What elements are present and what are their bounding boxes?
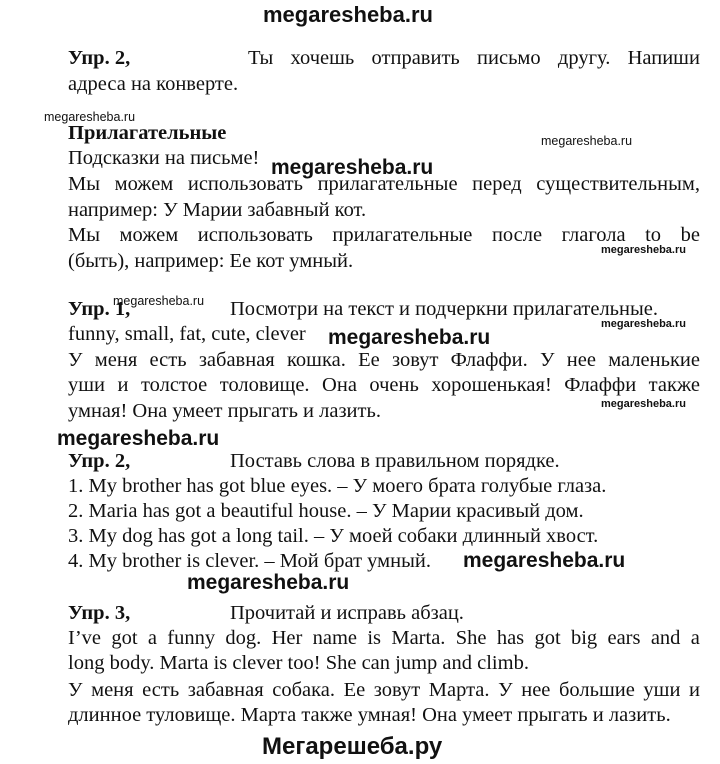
watermark: megaresheba.ru [601, 318, 686, 330]
text-line: funny, small, fat, cute, clever [68, 323, 306, 345]
task-line: Ты хочешь отправить письмо другу. Напиши [248, 47, 700, 69]
text-line: адреса на конверте. [68, 73, 239, 95]
watermark: megaresheba.ru [463, 549, 626, 572]
watermark: megaresheba.ru [541, 134, 633, 148]
text-line: Подсказки на письме! [68, 147, 260, 169]
exercise-label: Упр. 2, [68, 47, 131, 69]
text-line: например: У Марии забавный кот. [68, 199, 367, 221]
text-line: умная! Она умеет прыгать и лазить. [68, 400, 381, 422]
text-line: Мы можем использовать прилагательные после глагола to be [68, 224, 700, 246]
exercise-label: Упр. 2, [68, 450, 131, 472]
watermark: megaresheba.ru [601, 398, 686, 410]
text-line: I’ve got a funny dog. Her name is Marta. She has got big ears and a [68, 627, 700, 649]
exercise-task: Прочитай и исправь абзац. [230, 602, 464, 624]
text-line: У меня есть забавная собака. Ее зовут Марта. У нее большие уши и [68, 679, 700, 701]
section-heading: Прилагательные [68, 122, 227, 144]
exercise-task [248, 46, 700, 70]
list-item: 1. My brother has got blue eyes. – У моего брата голубые глаза. [68, 475, 607, 497]
text-line: уши и толстое толовище. Она очень хорошенькая! Флаффи также [68, 374, 700, 396]
watermark: megaresheba.ru [271, 156, 434, 179]
list-item: 3. My dog has got a long tail. – У моей собаки длинный хвост. [68, 525, 599, 547]
exercise-label: Упр. 1, [68, 298, 131, 320]
list-item: 2. Maria has got a beautiful house. – У Марии красивый дом. [68, 500, 584, 522]
exercise-task: Посмотри на текст и подчеркни прилагательные. [230, 298, 658, 320]
watermark-bottom: Мегарешеба.ру [262, 733, 443, 760]
list-item: 4. My brother is clever. – Мой брат умный. [68, 550, 431, 572]
text-line: long body. Marta is clever too! She can jump and climb. [68, 652, 529, 674]
text-line: Мы можем использовать прилагательные перед существительным, [68, 173, 700, 195]
watermark: megaresheba.ru [113, 294, 205, 308]
watermark: megaresheba.ru [44, 110, 136, 124]
exercise-label: Упр. 3, [68, 602, 131, 624]
text-line: У меня есть забавная кошка. Ее зовут Флаффи. У нее маленькие [68, 349, 700, 371]
text-line: (быть), например: Ее кот умный. [68, 250, 354, 272]
exercise-task: Поставь слова в правильном порядке. [230, 450, 560, 472]
watermark: megaresheba.ru [57, 427, 220, 450]
watermark: megaresheba.ru [328, 326, 491, 349]
text-line: длинное туловище. Марта также умная! Она умеет прыгать и лазить. [68, 704, 671, 726]
watermark: megaresheba.ru [601, 244, 686, 256]
watermark-top: megaresheba.ru [263, 2, 433, 27]
watermark: megaresheba.ru [187, 571, 350, 594]
